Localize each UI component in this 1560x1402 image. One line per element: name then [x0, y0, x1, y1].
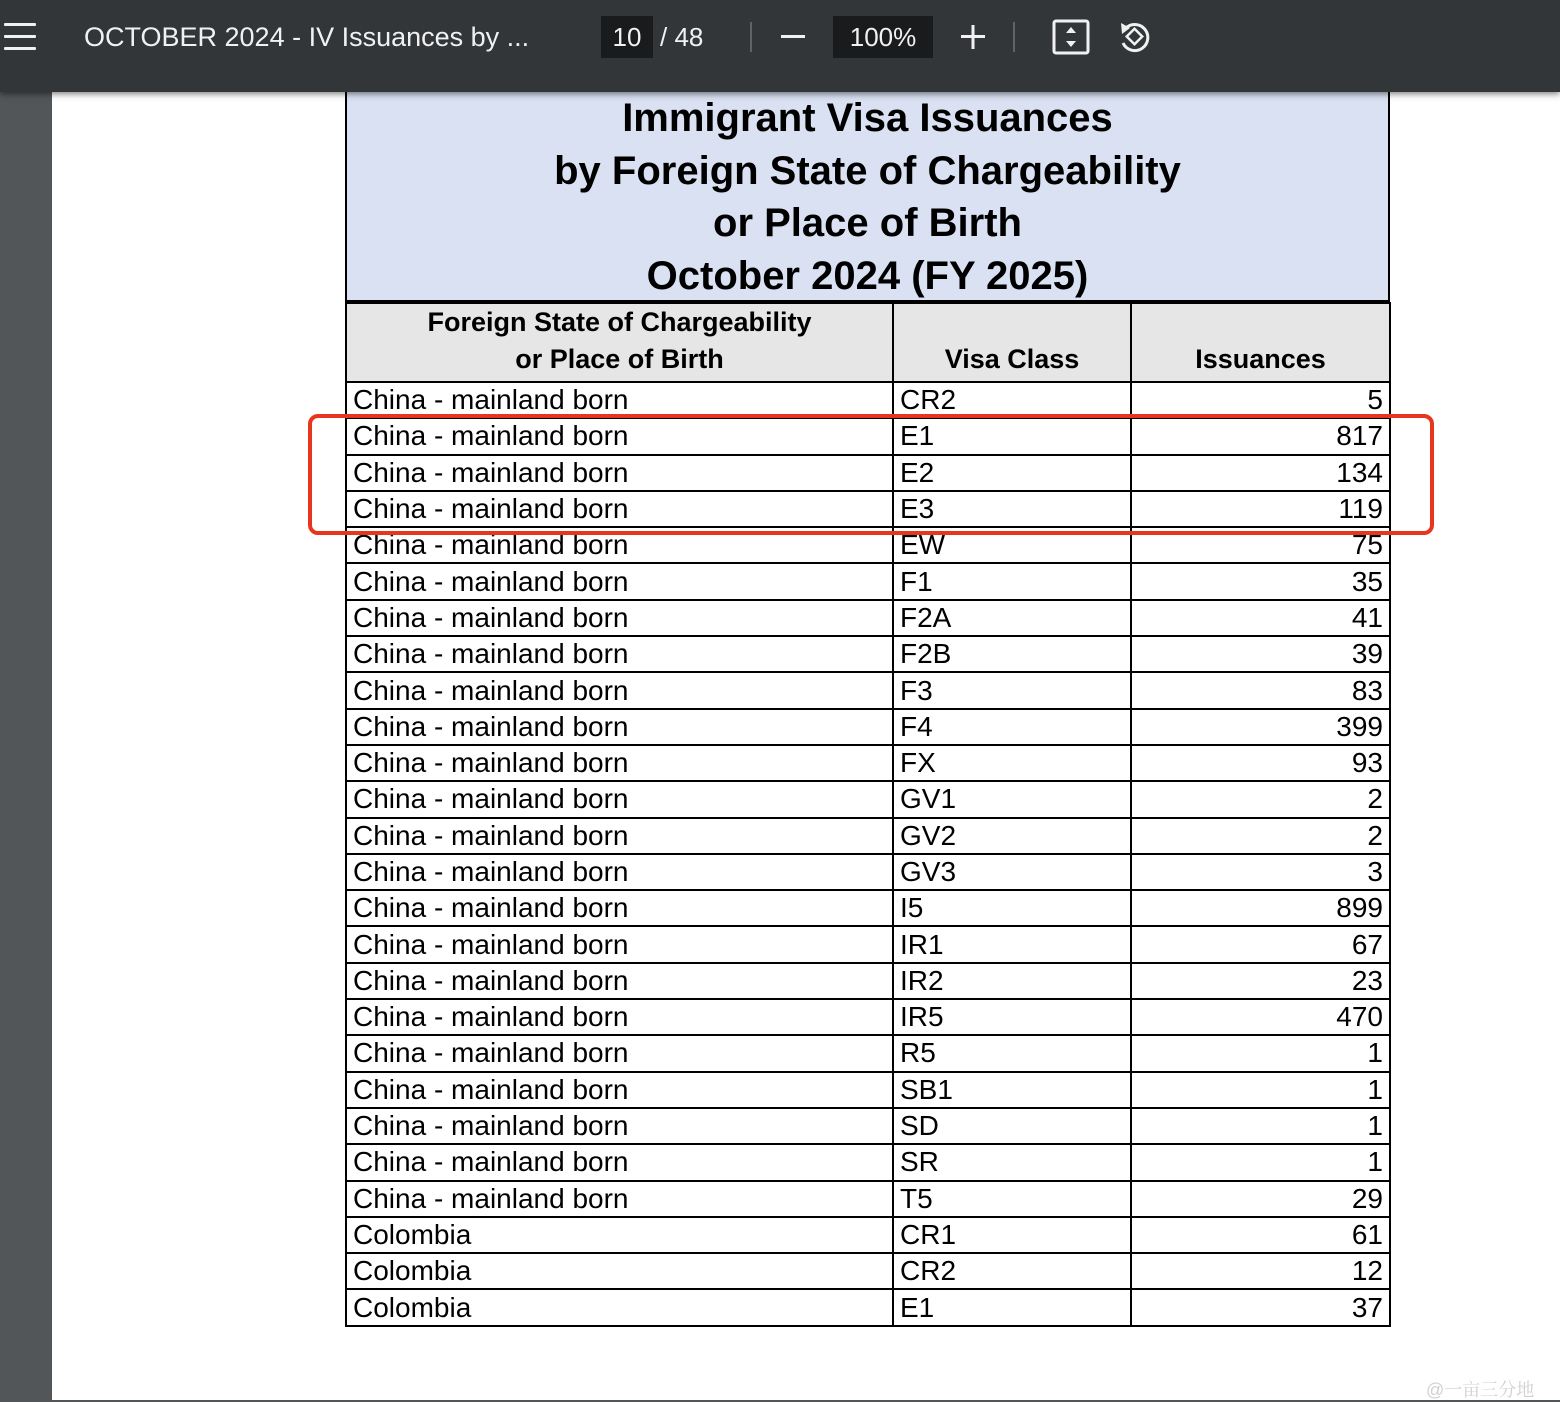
cell-issuances: 817	[1131, 418, 1390, 454]
cell-state: China - mainland born	[346, 890, 893, 926]
cell-state: China - mainland born	[346, 418, 893, 454]
table-row	[346, 1144, 1390, 1180]
cell-issuances: 35	[1131, 563, 1390, 599]
title-line: or Place of Birth	[713, 201, 1022, 245]
column-header-state	[346, 303, 893, 382]
header-line: Foreign State of Chargeability	[427, 307, 812, 337]
cell-visa-class: SR	[893, 1144, 1131, 1180]
cell-state: China - mainland born	[346, 1072, 893, 1108]
cell-state: China - mainland born	[346, 527, 893, 563]
title-line: October 2024 (FY 2025)	[646, 253, 1089, 298]
table-header-row	[346, 303, 1390, 382]
cell-state: China - mainland born	[346, 1144, 893, 1180]
menu-button[interactable]	[0, 20, 40, 54]
table-row	[346, 563, 1390, 599]
table-row	[346, 818, 1390, 854]
cell-visa-class: GV3	[893, 854, 1131, 890]
cell-state: China - mainland born	[346, 563, 893, 599]
table-row	[346, 709, 1390, 745]
cell-issuances: 1	[1131, 1072, 1390, 1108]
pdf-toolbar	[0, 0, 1560, 92]
cell-issuances: 134	[1131, 455, 1390, 491]
cell-visa-class: IR5	[893, 999, 1131, 1035]
report-title	[345, 92, 1390, 302]
issuance-table	[345, 302, 1391, 1327]
cell-state: China - mainland born	[346, 600, 893, 636]
cell-issuances: 37	[1131, 1289, 1390, 1325]
cell-issuances: 61	[1131, 1217, 1390, 1253]
rotate-button[interactable]	[1113, 15, 1157, 59]
cell-visa-class: F2B	[893, 636, 1131, 672]
table-row	[346, 1035, 1390, 1071]
table-row	[346, 999, 1390, 1035]
cell-visa-class: F3	[893, 672, 1131, 708]
cell-visa-class: SD	[893, 1108, 1131, 1144]
zoom-out-button[interactable]	[771, 15, 815, 59]
cell-visa-class: T5	[893, 1181, 1131, 1217]
cell-visa-class: FX	[893, 745, 1131, 781]
cell-issuances: 470	[1131, 999, 1390, 1035]
cell-visa-class: R5	[893, 1035, 1131, 1071]
cell-state: China - mainland born	[346, 1035, 893, 1071]
cell-issuances: 93	[1131, 745, 1390, 781]
cell-state: China - mainland born	[346, 382, 893, 418]
table-row	[346, 491, 1390, 527]
cell-issuances: 1	[1131, 1144, 1390, 1180]
title-line: by Foreign State of Chargeability	[554, 148, 1181, 193]
title-line: Immigrant Visa Issuances	[622, 96, 1113, 140]
cell-issuances: 39	[1131, 636, 1390, 672]
table-row	[346, 1289, 1390, 1325]
cell-state: China - mainland born	[346, 745, 893, 781]
table-row	[346, 926, 1390, 962]
table-body	[346, 382, 1390, 1326]
cell-issuances: 75	[1131, 527, 1390, 563]
table-row	[346, 600, 1390, 636]
table-row	[346, 1253, 1390, 1289]
cell-state: China - mainland born	[346, 818, 893, 854]
cell-state: China - mainland born	[346, 709, 893, 745]
cell-state: China - mainland born	[346, 672, 893, 708]
cell-state: China - mainland born	[346, 999, 893, 1035]
zoom-in-button[interactable]	[951, 15, 995, 59]
table-row	[346, 382, 1390, 418]
cell-issuances: 2	[1131, 781, 1390, 817]
table-row	[346, 527, 1390, 563]
fit-to-page-button[interactable]	[1049, 15, 1093, 59]
table-row	[346, 963, 1390, 999]
cell-issuances: 399	[1131, 709, 1390, 745]
table-row	[346, 745, 1390, 781]
cell-issuances: 1	[1131, 1035, 1390, 1071]
toolbar-divider	[1013, 22, 1015, 52]
column-header-issuances: Issuances	[1131, 303, 1390, 382]
cell-issuances: 41	[1131, 600, 1390, 636]
cell-visa-class: E2	[893, 455, 1131, 491]
cell-issuances: 29	[1131, 1181, 1390, 1217]
cell-issuances: 2	[1131, 818, 1390, 854]
table-row	[346, 1181, 1390, 1217]
cell-visa-class: F2A	[893, 600, 1131, 636]
cell-state: China - mainland born	[346, 1181, 893, 1217]
cell-state: China - mainland born	[346, 963, 893, 999]
cell-issuances: 1	[1131, 1108, 1390, 1144]
cell-visa-class: CR2	[893, 1253, 1131, 1289]
cell-visa-class: IR1	[893, 926, 1131, 962]
cell-issuances: 119	[1131, 491, 1390, 527]
cell-visa-class: IR2	[893, 963, 1131, 999]
table-row	[346, 1217, 1390, 1253]
cell-state: Colombia	[346, 1217, 893, 1253]
cell-issuances: 83	[1131, 672, 1390, 708]
column-header-visa-class: Visa Class	[893, 303, 1131, 382]
cell-state: Colombia	[346, 1253, 893, 1289]
table-row	[346, 636, 1390, 672]
cell-visa-class: E1	[893, 418, 1131, 454]
table-row	[346, 672, 1390, 708]
cell-visa-class: EW	[893, 527, 1131, 563]
cell-visa-class: SB1	[893, 1072, 1131, 1108]
cell-state: China - mainland born	[346, 636, 893, 672]
minus-icon	[771, 15, 815, 59]
cell-state: China - mainland born	[346, 491, 893, 527]
page-number-input[interactable]	[601, 16, 653, 58]
cell-state: China - mainland born	[346, 854, 893, 890]
cell-state: Colombia	[346, 1289, 893, 1325]
toolbar-divider	[750, 22, 752, 52]
cell-state: China - mainland born	[346, 1108, 893, 1144]
pdf-page	[52, 92, 1560, 1400]
rotate-icon	[1113, 15, 1157, 59]
plus-icon	[951, 15, 995, 59]
cell-visa-class: E1	[893, 1289, 1131, 1325]
page-total: / 48	[660, 22, 704, 52]
cell-issuances: 12	[1131, 1253, 1390, 1289]
cell-issuances: 5	[1131, 382, 1390, 418]
table-row	[346, 455, 1390, 491]
header-line: or Place of Birth	[515, 344, 724, 374]
cell-visa-class: E3	[893, 491, 1131, 527]
table-row	[346, 418, 1390, 454]
cell-visa-class: I5	[893, 890, 1131, 926]
table-row	[346, 854, 1390, 890]
cell-issuances: 23	[1131, 963, 1390, 999]
cell-issuances: 3	[1131, 854, 1390, 890]
table-row	[346, 890, 1390, 926]
cell-visa-class: F1	[893, 563, 1131, 599]
watermark-text: @一亩三分地	[1426, 1380, 1535, 1400]
table-row	[346, 1072, 1390, 1108]
viewer-gutter	[0, 92, 52, 1400]
cell-state: China - mainland born	[346, 926, 893, 962]
document-title: OCTOBER 2024 - IV Issuances by ...	[84, 22, 530, 52]
cell-visa-class: F4	[893, 709, 1131, 745]
cell-issuances: 67	[1131, 926, 1390, 962]
table-row	[346, 781, 1390, 817]
cell-state: China - mainland born	[346, 781, 893, 817]
cell-visa-class: CR1	[893, 1217, 1131, 1253]
fit-page-icon	[1049, 15, 1093, 59]
cell-visa-class: GV1	[893, 781, 1131, 817]
cell-visa-class: CR2	[893, 382, 1131, 418]
cell-issuances: 899	[1131, 890, 1390, 926]
cell-visa-class: GV2	[893, 818, 1131, 854]
zoom-level-input[interactable]	[833, 16, 933, 58]
table-row	[346, 1108, 1390, 1144]
cell-state: China - mainland born	[346, 455, 893, 491]
